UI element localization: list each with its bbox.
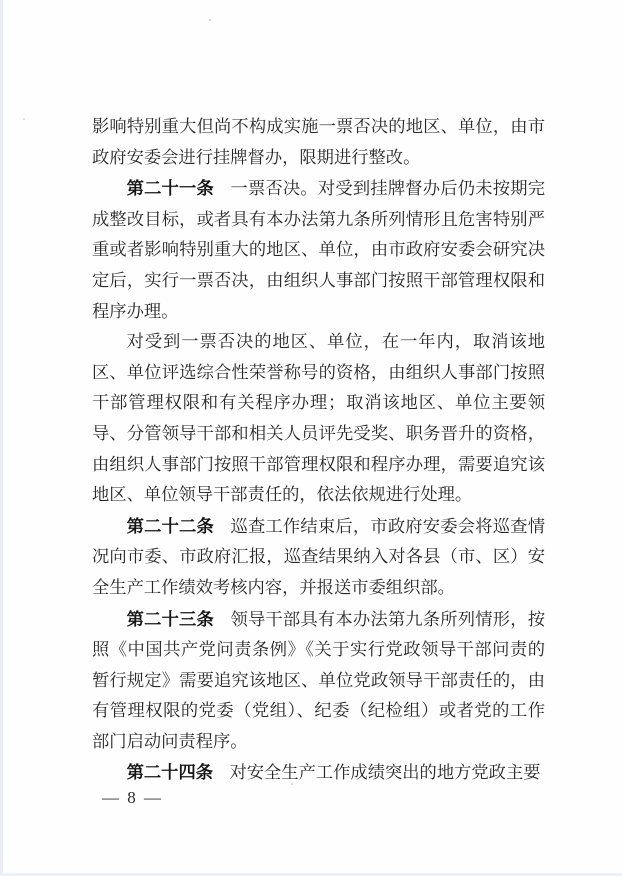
paragraph [92, 327, 545, 511]
scan-edge-left [0, 0, 3, 876]
article-number: 第二十四条 [126, 762, 214, 783]
paragraph [92, 173, 545, 327]
scan-noise-specks [209, 19, 211, 21]
paragraph [92, 511, 545, 604]
article-number: 第二十二条 [126, 515, 215, 536]
article-number: 第二十三条 [126, 608, 215, 629]
paragraph [92, 757, 545, 789]
paragraph-text: 领导干部具有本办法第九条所列情形，按照《中国共产党问责条例》《关于实行党政领导干部问责的暂行规定》需要追究该地区、单位党政领导干部责任的，由有管理权限的党委（党组）、纪委（纪检组）或者党的工作部门启动问责程序。 [92, 609, 545, 751]
article-number: 第二十一条 [126, 178, 215, 199]
paragraph-text: 对受到一票否决的地区、单位，在一年内，取消该地区、单位评选综合性荣誉称号的资格，由组织人事部门按照干部管理权限和有关程序办理；取消该地区、单位主要领导、分管领导干部和相关人员评先受奖、职务晋升的资格，由组织人事部门按照干部管理权限和程序办理，需要追究该地区、单位领导干部责任的，依法依规进行处理。 [92, 332, 545, 505]
document-body [92, 112, 545, 789]
paragraph-text: 对安全生产工作成绩突出的地方党政主要 [229, 763, 541, 783]
paragraph-text: 影响特别重大但尚不构成实施一票否决的地区、单位，由市政府安委会进行挂牌督办，限期进行整改。 [92, 117, 545, 167]
paragraph [92, 604, 545, 758]
paragraph-text: 一票否决。对受到挂牌督办后仍未按期完成整改目标，或者具有本办法第九条所列情形且危害特别严重或者影响特别重大的地区、单位，由市政府安委会研究决定后，实行一票否决，由组织人事部门按照干部管理权限和程序办理。 [92, 179, 545, 321]
paragraph-text: 巡查工作结束后，市政府安委会将巡查情况向市委、市政府汇报，巡查结果纳入对各县（市、区）安全生产工作绩效考核内容，并报送市委组织部。 [92, 516, 545, 597]
paragraph [92, 112, 545, 173]
page-number: — 8 — [102, 788, 163, 807]
